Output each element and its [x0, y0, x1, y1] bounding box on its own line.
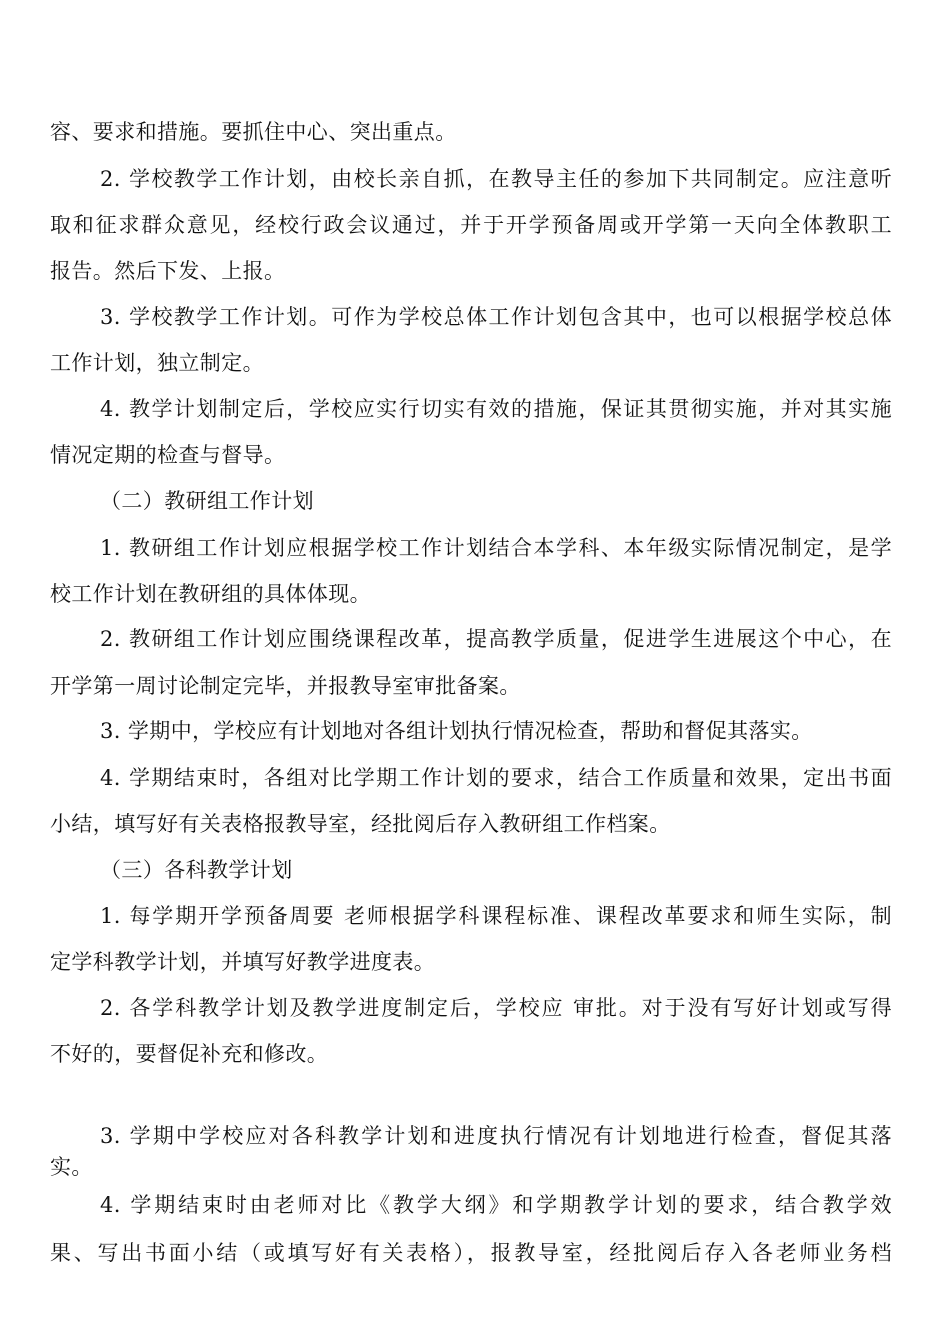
- paragraph-line: 4. 学期结束时，各组对比学期工作计划的要求，结合工作质量和效果，定出书面: [100, 766, 892, 790]
- paragraph-line: 3. 学期中学校应对各科教学计划和进度执行情况有计划地进行检查，督促其落: [100, 1124, 892, 1148]
- paragraph-line: 1. 每学期开学预备周要 老师根据学科课程标准、课程改革要求和师生实际，制: [100, 904, 892, 928]
- paragraph-line: 实。: [50, 1155, 93, 1179]
- paragraph-line: 工作计划，独立制定。: [50, 351, 264, 375]
- paragraph-line: 定学科教学计划，并填写好教学进度表。: [50, 950, 436, 974]
- paragraph-line: 取和征求群众意见，经校行政会议通过，并于开学预备周或开学第一天向全体教职工: [50, 213, 892, 237]
- paragraph-line: 2. 各学科教学计划及教学进度制定后，学校应 审批。对于没有写好计划或写得: [100, 996, 892, 1020]
- paragraph-line: 4. 学期结束时由老师对比《教学大纲》和学期教学计划的要求，结合教学效: [100, 1193, 892, 1217]
- paragraph-line: 1. 教研组工作计划应根据学校工作计划结合本学科、本年级实际情况制定，是学: [100, 536, 892, 560]
- section-heading: （二）教研组工作计划: [100, 489, 314, 513]
- paragraph-line: 情况定期的检查与督导。: [50, 443, 286, 467]
- paragraph-line: 3. 学校教学工作计划。可作为学校总体工作计划包含其中，也可以根据学校总体: [100, 305, 892, 329]
- paragraph-line: 开学第一周讨论制定完毕，并报教导室审批备案。: [50, 674, 521, 698]
- paragraph-line: 校工作计划在教研组的具体体现。: [50, 582, 371, 606]
- paragraph-line: 2. 教研组工作计划应围绕课程改革，提高教学质量，促进学生进展这个中心，在: [100, 627, 892, 651]
- paragraph-line: 2. 学校教学工作计划，由校长亲自抓，在教导主任的参加下共同制定。应注意听: [100, 167, 892, 191]
- paragraph-line: 小结，填写好有关表格报教导室，经批阅后存入教研组工作档案。: [50, 812, 671, 836]
- paragraph-line: 果、写出书面小结（或填写好有关表格），报教导室，经批阅后存入各老师业务档: [50, 1241, 892, 1265]
- paragraph-line: 容、要求和措施。要抓住中心、突出重点。: [50, 120, 457, 144]
- paragraph-line: 不好的，要督促补充和修改。: [50, 1042, 329, 1066]
- paragraph-line: 报告。然后下发、上报。: [50, 259, 286, 283]
- paragraph-line: 3. 学期中，学校应有计划地对各组计划执行情况检查，帮助和督促其落实。: [100, 719, 813, 743]
- section-heading: （三）各科教学计划: [100, 858, 293, 882]
- paragraph-line: 4. 教学计划制定后，学校应实行切实有效的措施，保证其贯彻实施，并对其实施: [100, 397, 892, 421]
